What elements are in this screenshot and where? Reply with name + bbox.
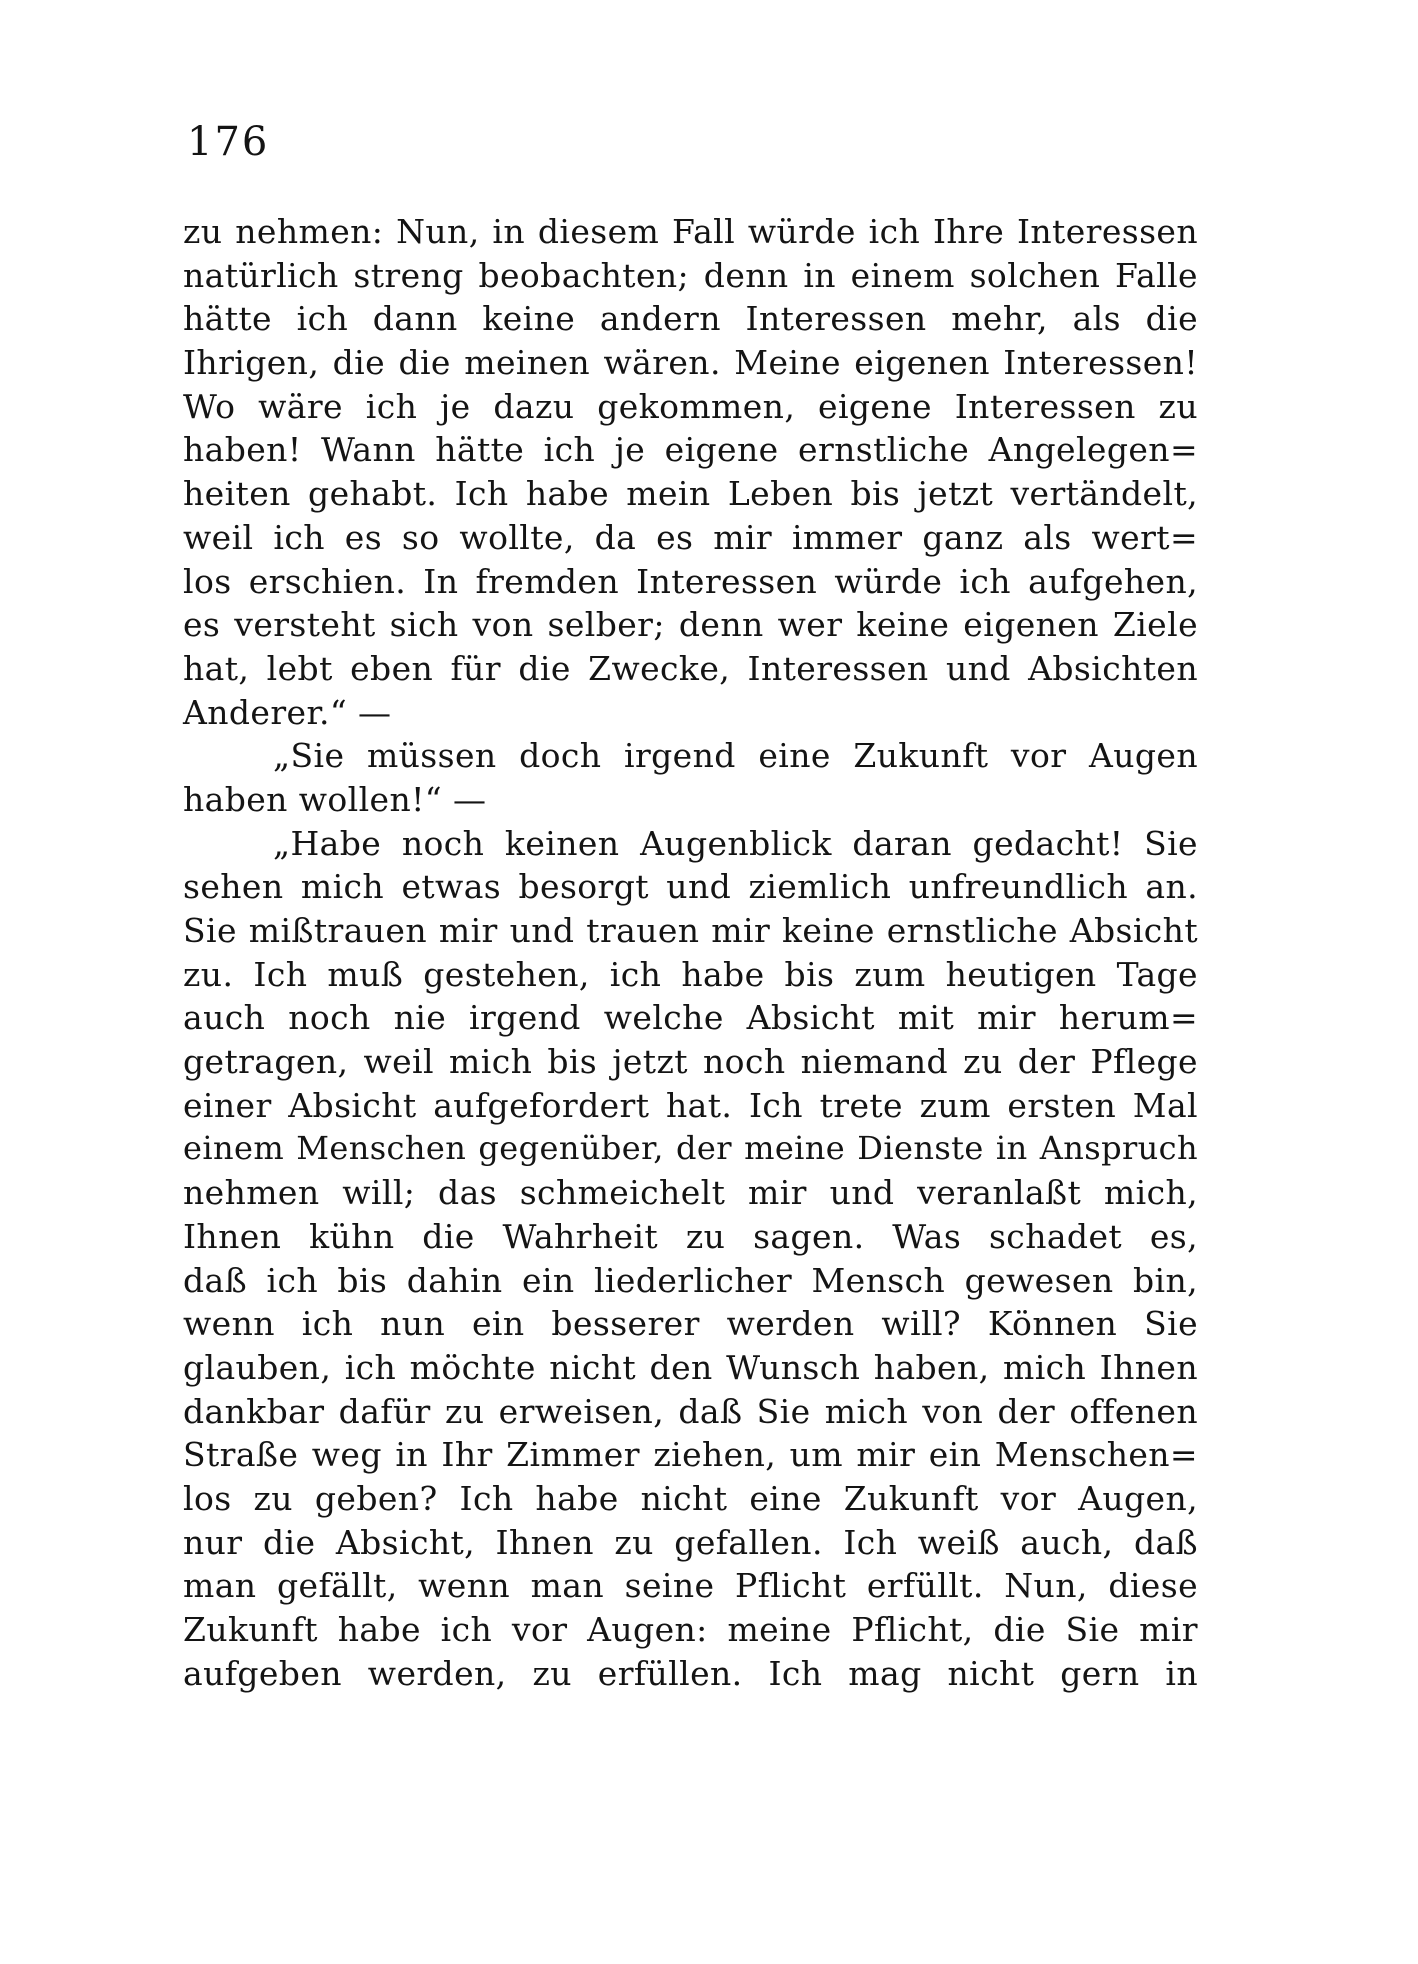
text-line: zu nehmen: Nun, in diesem Fall würde ich Ihre Interessen [183,212,1198,251]
text-line: haben! Wann hätte ich je eigene ernstliche Angelegen= [183,430,1198,470]
text-line: Ihrigen, die die meinen wären. Meine eigenen Interessen! [183,343,1198,383]
text-line: daß ich bis dahin ein liederlicher Mensch gewesen bin, [183,1260,1198,1300]
text-line: hätte ich dann keine andern Interessen mehr, als die [183,299,1198,339]
text-line: wenn ich nun ein besserer werden will? Können Sie [183,1304,1198,1344]
text-line: natürlich streng beobachten; denn in einem solchen Falle [183,255,1198,295]
text-line: dankbar dafür zu erweisen, daß Sie mich von der offenen [183,1391,1198,1431]
text-line: man gefällt, wenn man seine Pflicht erfüllt. Nun, diese [183,1566,1198,1606]
text-line: nehmen will; das schmeichelt mir und veranlaßt mich, [183,1173,1198,1213]
text-line: Ihnen kühn die Wahrheit zu sagen. Was schadet es, [183,1216,1198,1256]
text-line: sehen mich etwas besorgt und ziemlich unfreundlich an. [183,867,1198,907]
text-line: heiten gehabt. Ich habe mein Leben bis jetzt vertändelt, [183,474,1198,514]
body-text [183,210,1198,1695]
text-line: auch noch nie irgend welche Absicht mit mir herum= [183,998,1198,1038]
text-line: aufgeben werden, zu erfüllen. Ich mag nicht gern in [183,1653,1198,1693]
text-line: Sie mißtrauen mir und trauen mir keine ernstliche Absicht [183,911,1198,950]
text-line: zu. Ich muß gestehen, ich habe bis zum heutigen Tage [183,954,1198,994]
text-line: nur die Absicht, Ihnen zu gefallen. Ich weiß auch, daß [183,1522,1198,1562]
text-line: los zu geben? Ich habe nicht eine Zukunft vor Augen, [183,1478,1198,1518]
text-line: einem Menschen gegenüber, der meine Dienste in Anspruch [183,1129,1198,1168]
text-line: Anderer.“ — [183,692,392,732]
page-number: 176 [187,119,270,165]
text-line: „Sie müssen doch irgend eine Zukunft vor Augen [273,736,1198,776]
text-line: haben wollen!“ — [183,779,487,819]
text-line: Wo wäre ich je dazu gekommen, eigene Interessen zu [183,386,1198,426]
text-line: weil ich es so wollte, da es mir immer ganz als wert= [183,517,1198,557]
text-line: Zukunft habe ich vor Augen: meine Pflicht, die Sie mir [183,1610,1198,1649]
text-line: einer Absicht aufgefordert hat. Ich trete zum ersten Mal [183,1085,1198,1125]
text-line: „Habe noch keinen Augenblick daran gedacht! Sie [273,823,1198,863]
text-line: glauben, ich möchte nicht den Wunsch haben, mich Ihnen [183,1347,1198,1387]
text-line: Straße weg in Ihr Zimmer ziehen, um mir ein Menschen= [183,1435,1198,1475]
text-line: hat, lebt eben für die Zwecke, Interessen und Absichten [183,648,1198,688]
text-line: getragen, weil mich bis jetzt noch niemand zu der Pflege [183,1042,1198,1082]
text-line: es versteht sich von selber; denn wer keine eigenen Ziele [183,605,1198,645]
text-line: los erschien. In fremden Interessen würde ich aufgehen, [183,561,1198,601]
